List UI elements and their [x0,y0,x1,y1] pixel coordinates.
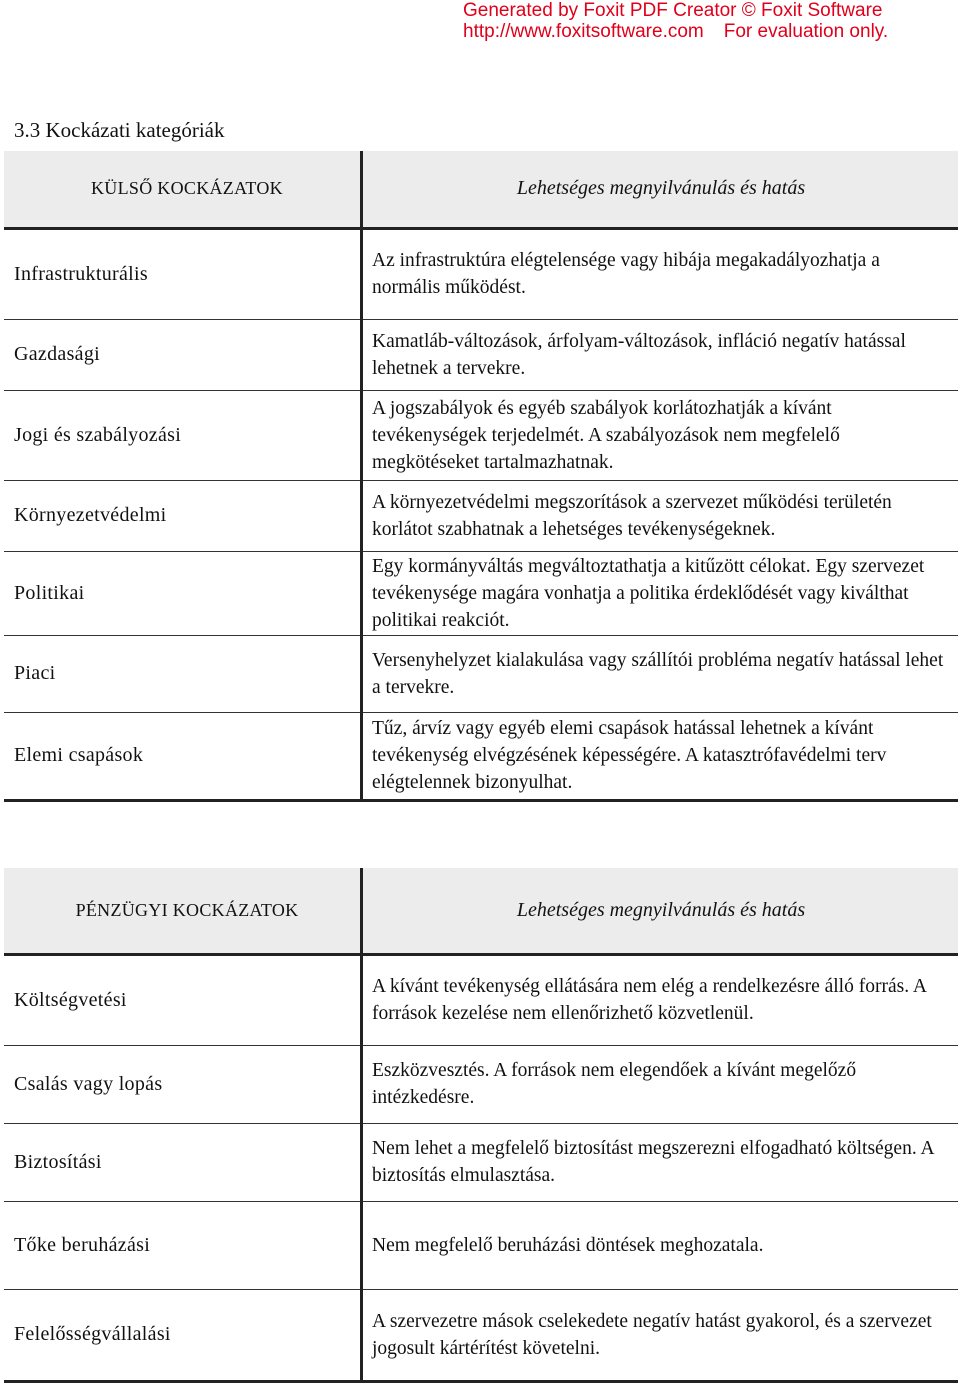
table-row [4,712,958,800]
external-risks-table [4,151,958,802]
risk-effect: A szervezetre mások cselekedete negatív hatást gyakorol, és a szervezet jogosult kártérítést követelni. [362,1289,959,1381]
risk-effect: A jogszabályok és egyéb szabályok korlátozhatják a kívánt tevékenységek terjedelmét. A szabályozások nem megfelelő megkötéseket tartalmazhatnak. [362,390,959,480]
table-row [4,954,958,1045]
table-row [4,480,958,551]
table-row [4,1201,958,1289]
column-header-category: PÉNZÜGYI KOCKÁZATOK [4,868,362,954]
risk-effect: A környezetvédelmi megszorítások a szervezet működési területén korlátot szabhatnak a lehetséges tevékenységeknek. [362,480,959,551]
watermark-note: For evaluation only. [723,21,889,42]
risk-category: Elemi csapások [4,712,362,800]
risk-effect: Versenyhelyzet kialakulása vagy szállítói probléma negatív hatással lehet a tervekre. [362,635,959,712]
watermark-url[interactable]: http://www.foxitsoftware.com [463,21,704,42]
risk-effect: Egy kormányváltás megváltoztathatja a kitűzött célokat. Egy szervezet tevékenysége magára vonhatja a politika érdeklődését vagy kiválthat politikai reakciót. [362,551,959,635]
risk-effect: A kívánt tevékenység ellátására nem elég a rendelkezésre álló forrás. A források kezelése nem ellenőrizhető közvetlenül. [362,954,959,1045]
financial-risks-table [4,868,958,1383]
risk-category: Infrastrukturális [4,228,362,319]
risk-effect: Az infrastruktúra elégtelensége vagy hibája megakadályozhatja a normális működést. [362,228,959,319]
table-row [4,1045,958,1123]
risk-category: Költségvetési [4,954,362,1045]
risk-category: Tőke beruházási [4,1201,362,1289]
table-row [4,228,958,319]
table-header-row [4,868,958,954]
evaluation-watermark [463,0,888,42]
table-row [4,551,958,635]
risk-effect: Kamatláb-változások, árfolyam-változások, infláció negatív hatással lehetnek a tervekre. [362,319,959,390]
risk-effect: Nem lehet a megfelelő biztosítást megszerezni elfogadható költségen. A biztosítás elmulasztása. [362,1123,959,1201]
risk-category: Biztosítási [4,1123,362,1201]
table-header-row [4,151,958,228]
watermark-line-1: Generated by Foxit PDF Creator © Foxit Software [463,0,883,21]
risk-effect: Eszközvesztés. A források nem elegendőek a kívánt megelőző intézkedésre. [362,1045,959,1123]
table-row [4,635,958,712]
risk-category: Piaci [4,635,362,712]
column-header-category: KÜLSŐ KOCKÁZATOK [4,151,362,228]
column-header-effect: Lehetséges megnyilvánulás és hatás [362,868,959,954]
column-header-effect: Lehetséges megnyilvánulás és hatás [362,151,959,228]
risk-category: Felelősségvállalási [4,1289,362,1381]
risk-category: Környezetvédelmi [4,480,362,551]
risk-category: Jogi és szabályozási [4,390,362,480]
risk-category: Csalás vagy lopás [4,1045,362,1123]
section-title: 3.3 Kockázati kategóriák [14,118,225,142]
risk-category: Gazdasági [4,319,362,390]
risk-effect: Nem megfelelő beruházási döntések meghozatala. [362,1201,959,1289]
risk-category: Politikai [4,551,362,635]
risk-effect: Tűz, árvíz vagy egyéb elemi csapások hatással lehetnek a kívánt tevékenység elvégzésének képességére. A katasztrófavédelmi terv elégtelennek bizonyulhat. [362,712,959,800]
table-row [4,1289,958,1381]
table-row [4,319,958,390]
table-row [4,390,958,480]
table-row [4,1123,958,1201]
